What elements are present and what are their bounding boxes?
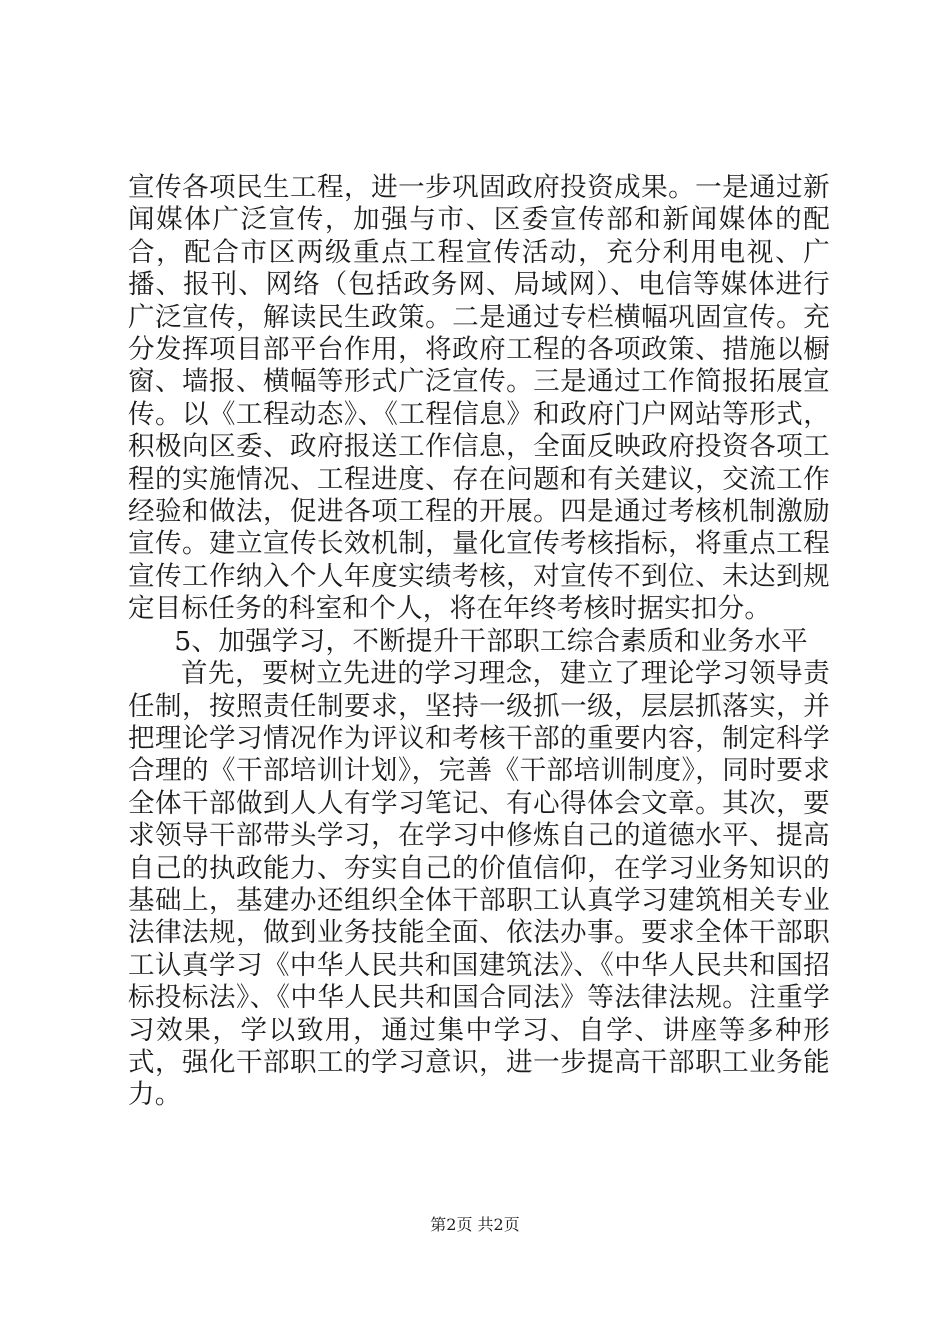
document-body <box>128 172 830 1112</box>
page-footer: 第2页 共2页 <box>430 1215 520 1234</box>
paragraph-publicity: 宣传各项民生工程，进一步巩固政府投资成果。一是通过新闻媒体广泛宣传，加强与市、区委宣传部和新闻媒体的配合，配合市区两级重点工程宣传活动，充分利用电视、广播、报刊、网络（包括政务网、局域网）、电信等媒体进行广泛宣传，解读民生政策。二是通过专栏横幅巩固宣传。充分发挥项目部平台作用，将政府工程的各项政策、措施以橱窗、墙报、横幅等形式广泛宣传。三是通过工作简报拓展宣传。以《工程动态》、《工程信息》和政府门户网站等形式，积极向区委、政府报送工作信息，全面反映政府投资各项工程的实施情况、工程进度、存在问题和有关建议，交流工作经验和做法，促进各项工程的开展。四是通过考核机制激励宣传。建立宣传长效机制，量化宣传考核指标，将重点工程宣传工作纳入个人年度实绩考核，对宣传不到位、未达到规定目标任务的科室和个人，将在年终考核时据实扣分。 <box>128 172 830 625</box>
paragraph-study: 首先，要树立先进的学习理念，建立了理论学习领导责任制，按照责任制要求，坚持一级抓一级，层层抓落实，并把理论学习情况作为评议和考核干部的重要内容，制定科学合理的《干部培训计划》，完善《干部培训制度》，同时要求全体干部做到人人有学习笔记、有心得体会文章。其次，要求领导干部带头学习，在学习中修炼自己的道德水平、提高自己的执政能力、夯实自己的价值信仰，在学习业务知识的基础上，基建办还组织全体干部职工认真学习建筑相关专业法律法规，做到业务技能全面、依法办事。要求全体干部职工认真学习《中华人民共和国建筑法》、《中华人民共和国招标投标法》、《中华人民共和国合同法》等法律法规。注重学习效果，学以致用，通过集中学习、自学、讲座等多种形式，强化干部职工的学习意识，进一步提高干部职工业务能力。 <box>128 658 830 1111</box>
section-heading: 5、加强学习，不断提升干部职工综合素质和业务水平 <box>174 625 808 657</box>
